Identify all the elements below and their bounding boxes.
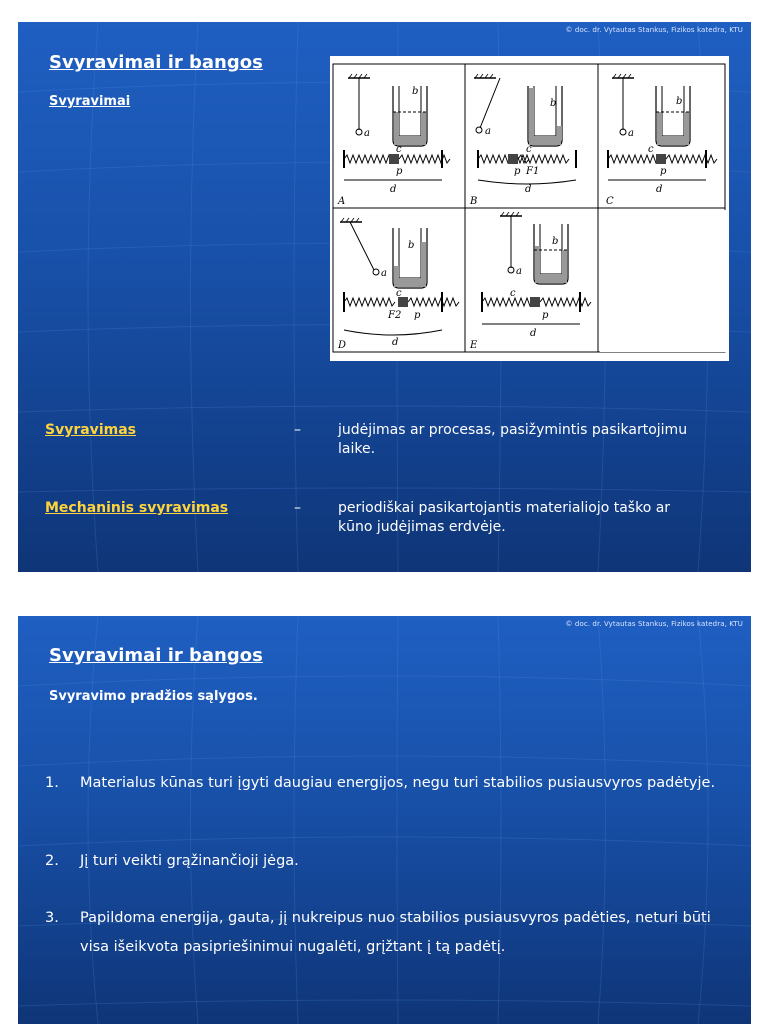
definition-term: Svyravimas <box>45 422 136 438</box>
svg-text:d: d <box>392 337 399 348</box>
list-item-number: 1. <box>45 775 59 791</box>
slide-title: Svyravimai ir bangos <box>49 645 263 666</box>
panel-c-label: C <box>606 196 614 207</box>
svg-text:d: d <box>530 328 537 339</box>
slide-title: Svyravimai ir bangos <box>49 52 263 73</box>
svg-text:a: a <box>628 128 634 139</box>
background-grid <box>18 616 751 1024</box>
definition-text: judėjimas ar procesas, pasižymintis pasikartojimu laike. <box>338 422 688 457</box>
panel-d-label: D <box>338 340 347 351</box>
svg-text:d: d <box>390 184 397 195</box>
definition-text: periodiškai pasikartojantis materialiojo taško ar kūno judėjimas erdvėje. <box>338 500 671 535</box>
svg-text:p: p <box>542 310 549 321</box>
list-item-number: 2. <box>45 853 59 869</box>
panel-d <box>337 218 459 351</box>
svg-text:F2: F2 <box>388 310 402 321</box>
svg-text:p: p <box>514 166 521 177</box>
svg-text:a: a <box>485 126 491 137</box>
empty-panel <box>600 210 726 352</box>
list-item-text: Materialus kūnas turi įgyti daugiau energijos, negu turi stabilios pusiausvyros padėtyje. <box>80 775 716 791</box>
panel-e <box>469 212 591 351</box>
list-item-text: Papildoma energija, gauta, jį nukreipus nuo stabilios pusiausvyros padėties, neturi būti visa išeikvota pasipriešinimui nugalėti, grįžtant į tą padėtį. <box>80 910 711 955</box>
list-item <box>45 773 725 793</box>
svg-text:F1: F1 <box>526 166 540 177</box>
svg-text:b: b <box>412 86 419 97</box>
svg-text:b: b <box>552 236 559 247</box>
svg-text:d: d <box>656 184 663 195</box>
panel-e-label: E <box>470 340 478 351</box>
panel-a <box>337 74 450 207</box>
panel-b-label: B <box>470 196 478 207</box>
svg-text:a: a <box>516 266 522 277</box>
svg-text:c: c <box>396 288 402 299</box>
svg-text:b: b <box>676 96 683 107</box>
svg-text:c: c <box>396 144 402 155</box>
slide-1 <box>18 22 751 572</box>
svg-text:c: c <box>648 144 654 155</box>
svg-text:a: a <box>364 128 370 139</box>
slide-2 <box>18 616 751 1024</box>
slide-subtitle: Svyravimo pradžios sąlygos. <box>49 689 258 704</box>
list-item <box>45 851 725 871</box>
copyright-text: © doc. dr. Vytautas Stankus, Fizikos katedra, KTU <box>565 26 743 34</box>
svg-text:c: c <box>526 144 532 155</box>
svg-text:b: b <box>550 98 557 109</box>
definition-term: Mechaninis svyravimas <box>45 500 229 516</box>
svg-text:p: p <box>414 310 421 321</box>
svg-text:p: p <box>660 166 667 177</box>
list-item-text: Jį turi veikti grąžinančioji jėga. <box>80 853 299 869</box>
panel-b <box>469 74 576 207</box>
svg-text:a: a <box>381 268 387 279</box>
definition-dash: – <box>294 500 301 516</box>
svg-text:c: c <box>510 288 516 299</box>
panel-c <box>606 74 717 207</box>
svg-text:d: d <box>525 184 532 195</box>
list-item-number: 3. <box>45 910 59 926</box>
svg-text:b: b <box>408 240 415 251</box>
panel-a-label: A <box>338 196 346 207</box>
oscillation-diagram <box>330 56 729 361</box>
copyright-text: © doc. dr. Vytautas Stankus, Fizikos katedra, KTU <box>565 620 743 628</box>
slide-subtitle: Svyravimai <box>49 94 131 109</box>
definition-dash: – <box>294 422 301 438</box>
list-item <box>45 904 725 962</box>
svg-text:p: p <box>396 166 403 177</box>
